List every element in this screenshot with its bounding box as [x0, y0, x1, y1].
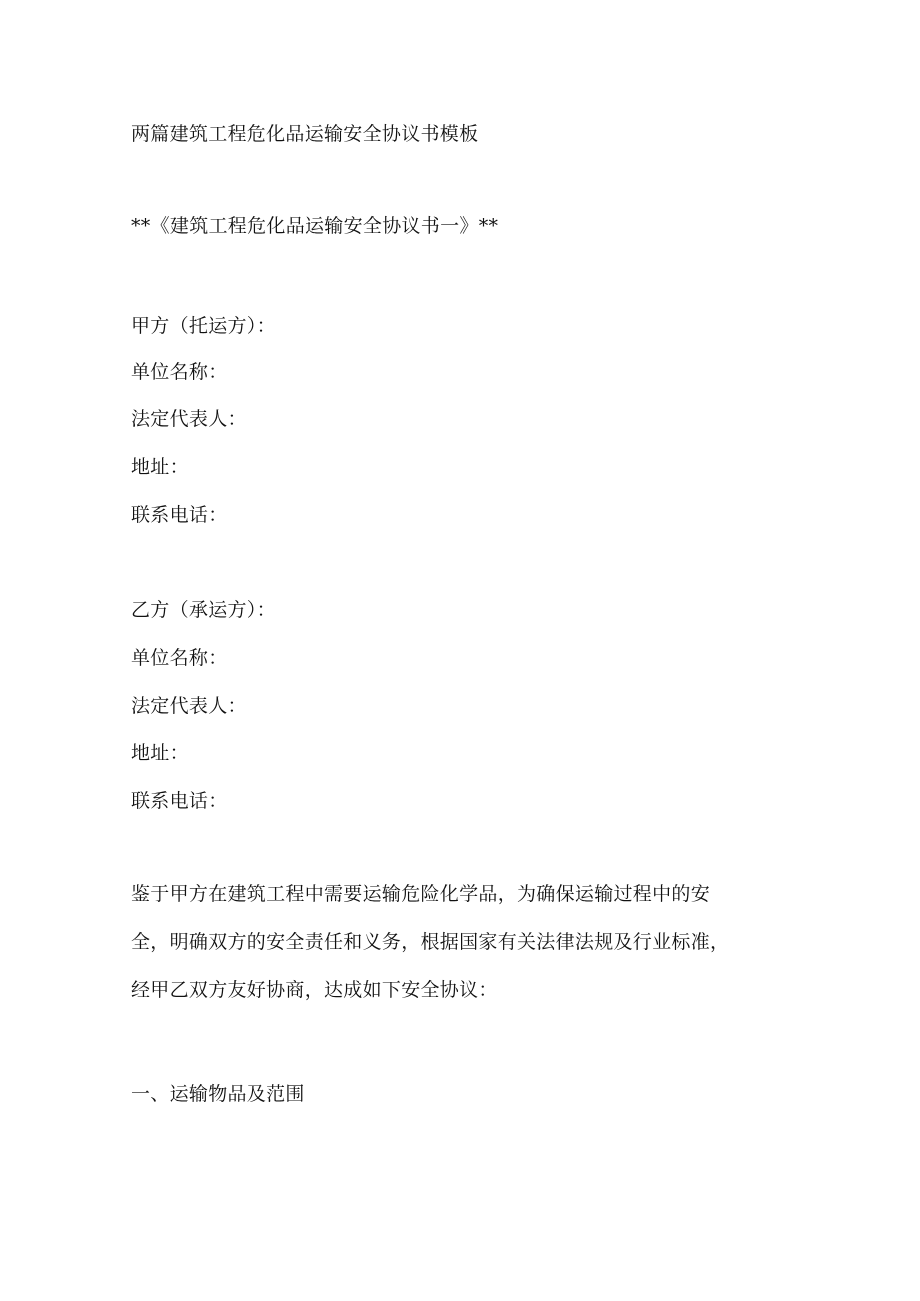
party-b-phone: 联系电话：	[131, 790, 228, 812]
intro-paragraph	[131, 870, 761, 1014]
party-a-heading: 甲方（托运方）：	[131, 315, 276, 337]
party-b-legal-rep: 法定代表人：	[131, 695, 247, 717]
party-a-legal-rep: 法定代表人：	[131, 408, 247, 430]
party-b-unit-name: 单位名称：	[131, 647, 228, 669]
party-b-address: 地址：	[131, 742, 189, 764]
section-1-heading: 一、运输物品及范围	[131, 1083, 305, 1105]
party-a-address: 地址：	[131, 456, 189, 478]
party-b-heading: 乙方（承运方）：	[131, 599, 276, 621]
document-title: 两篇建筑工程危化品运输安全协议书模板	[131, 123, 479, 145]
intro-line: 全，明确双方的安全责任和义务，根据国家有关法律法规及行业标准，	[131, 931, 730, 953]
party-a-unit-name: 单位名称：	[131, 361, 228, 383]
intro-line: 鉴于甲方在建筑工程中需要运输危险化学品，为确保运输过程中的安	[131, 883, 711, 905]
agreement-subtitle: **《建筑工程危化品运输安全协议书一》**	[131, 215, 499, 237]
party-a-phone: 联系电话：	[131, 504, 228, 526]
intro-line: 经甲乙双方友好协商，达成如下安全协议：	[131, 979, 498, 1001]
